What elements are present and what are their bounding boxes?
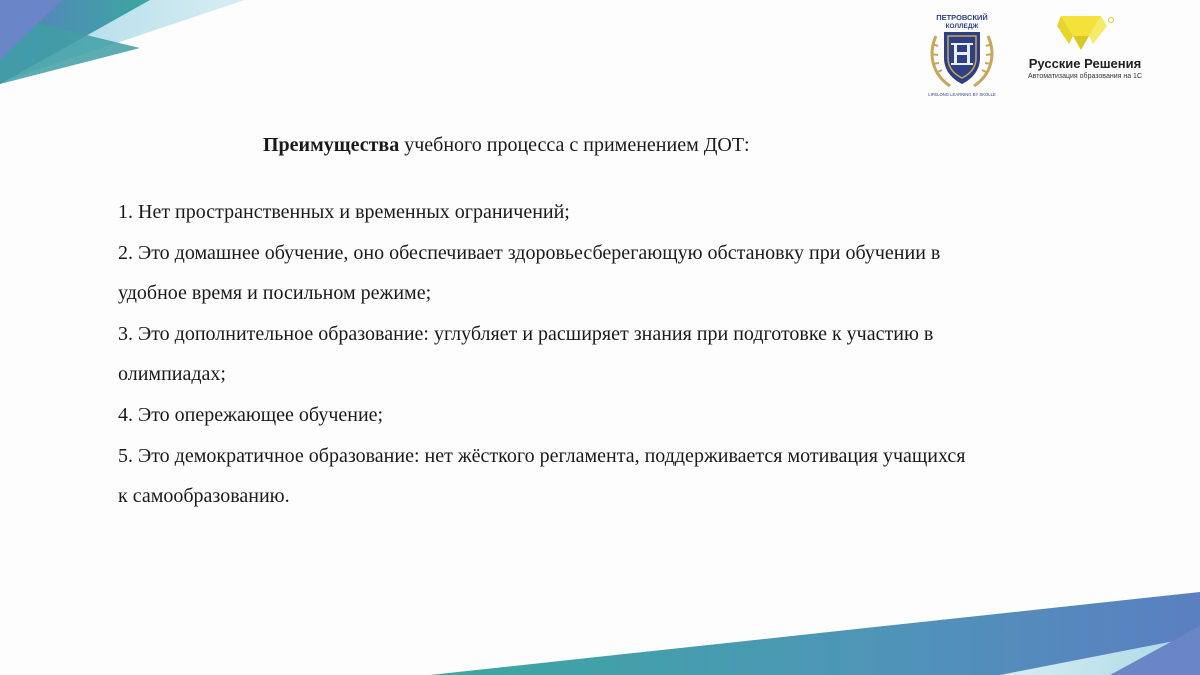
heading-rest: учебного процесса с применением ДОТ: <box>399 134 750 156</box>
svg-text:LIFELONG LEARNING BY SKOLLE: LIFELONG LEARNING BY SKOLLE <box>928 92 996 97</box>
russkie-resheniya-logo <box>1015 14 1155 94</box>
list-item: 4. Это опережающее обучение; <box>118 403 384 426</box>
slide-heading <box>263 134 883 157</box>
russkie-resheniya-tagline: Автоматизация образования на 1С <box>1027 73 1142 80</box>
list-item: 3. Это дополнительное образование: углубляет и расширяет знания при подготовке к участию в олимпиадах; <box>118 322 934 386</box>
svg-text:ПЕТРОВСКИЙ: ПЕТРОВСКИЙ <box>936 13 988 22</box>
list-item: 2. Это домашнее обучение, оно обеспечивает здоровьесберегающую обстановку при обучении в удобное время и посильном режиме; <box>118 241 941 305</box>
petrovsky-college-logo <box>924 10 1000 102</box>
svg-text:КОЛЛЕДЖ: КОЛЛЕДЖ <box>945 23 979 30</box>
advantages-list <box>118 192 968 517</box>
russkie-resheniya-name: Русские Решения <box>1028 56 1142 71</box>
list-item: 5. Это демократичное образование: нет жёсткого регламента, поддерживается мотивация учащихся к самообразованию. <box>118 444 966 508</box>
heading-bold-word: Преимущества <box>263 134 400 156</box>
list-item: 1. Нет пространственных и временных ограничений; <box>118 201 570 223</box>
russkie-resheniya-mark-icon <box>1053 14 1115 54</box>
